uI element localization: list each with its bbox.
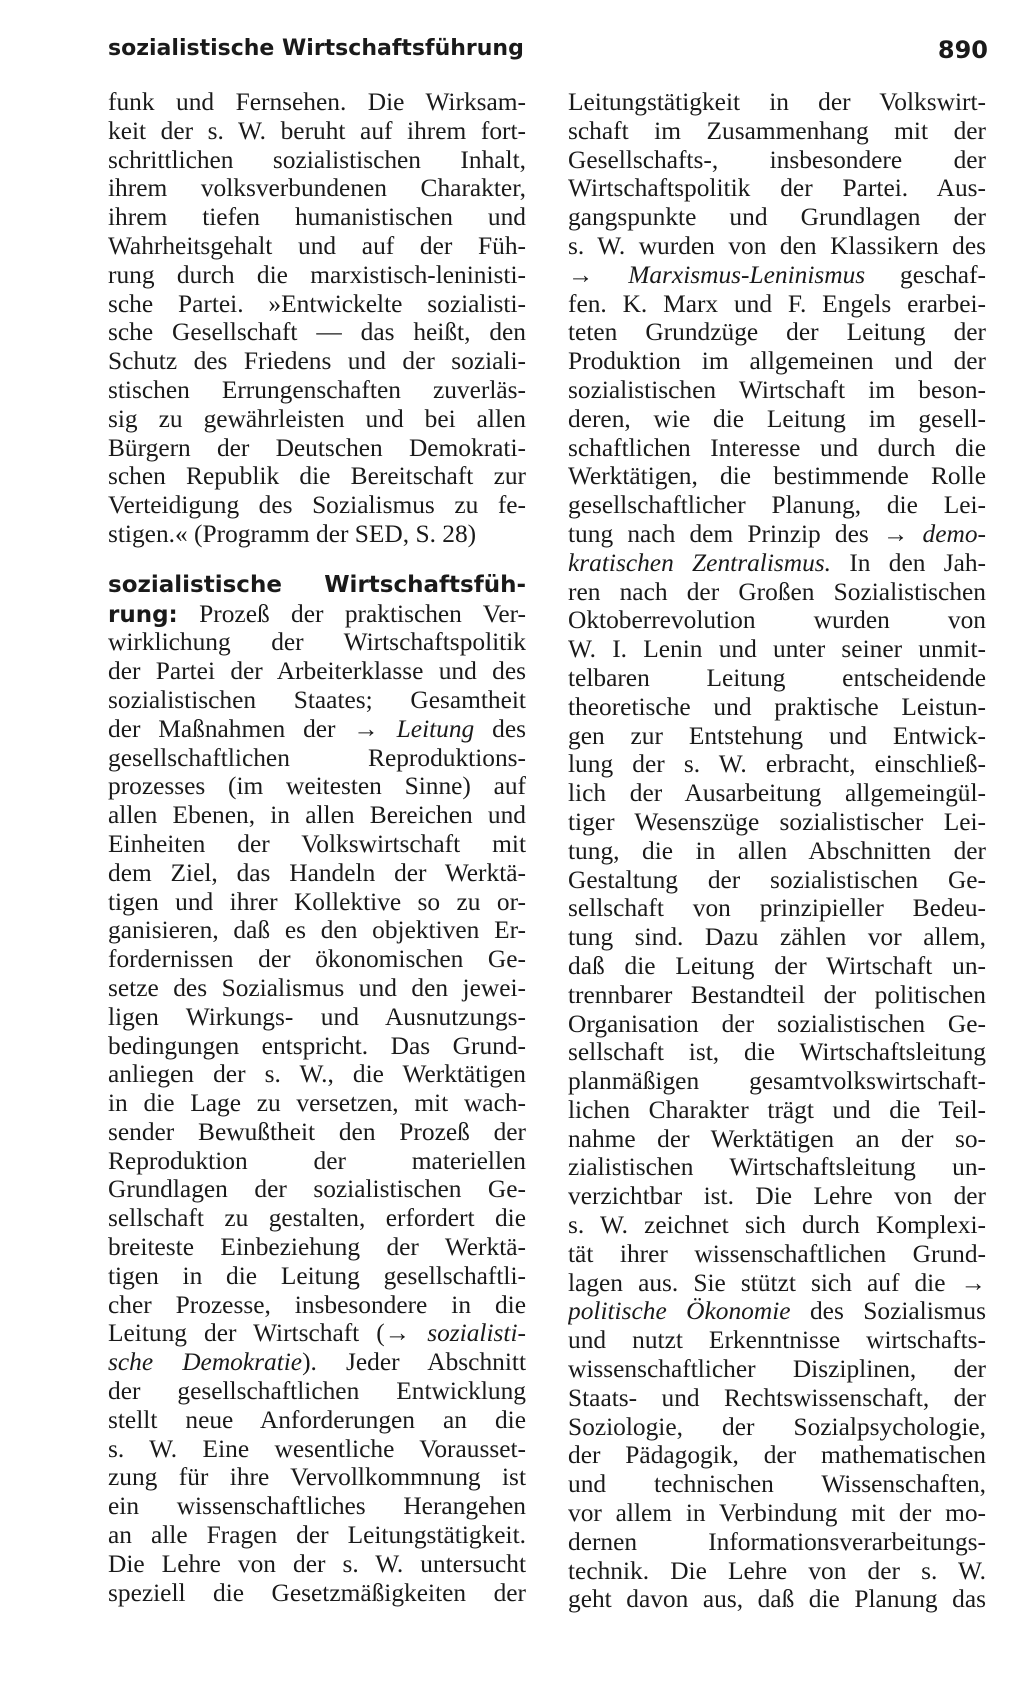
text-segment: des Sozialismus bbox=[790, 1297, 986, 1326]
text-line: sender Bewußtheit den Prozeß der bbox=[108, 1117, 526, 1146]
text-line: W. I. Lenin und unter seiner unmit- bbox=[568, 635, 986, 664]
text-line: ganisieren, daß es den objektiven Er- bbox=[108, 916, 526, 945]
text-line: deren, wie die Leitung im gesell- bbox=[568, 404, 986, 433]
text-line: ligen Wirkungs- und Ausnutzungs- bbox=[108, 1002, 526, 1031]
text-line: vor allem in Verbindung mit der mo- bbox=[568, 1499, 986, 1528]
text-line: teten Grundzüge der Leitung der bbox=[568, 318, 986, 347]
text-line: der gesellschaftlichen Entwicklung bbox=[108, 1377, 526, 1406]
entry-headword-end: rung: bbox=[108, 601, 178, 628]
text-line bbox=[108, 1319, 526, 1348]
text-line: cher Prozesse, insbesondere in die bbox=[108, 1290, 526, 1319]
text-line: gesellschaftlicher Planung, die Lei- bbox=[568, 491, 986, 520]
text-line: ein wissenschaftliches Herangehen bbox=[108, 1492, 526, 1521]
text-line: dem Ziel, das Handeln der Werktä- bbox=[108, 858, 526, 887]
text-line: Staats- und Rechtswissenschaft, der bbox=[568, 1383, 986, 1412]
text-line: tiger Wesenszüge sozialistischer Lei- bbox=[568, 807, 986, 836]
text-line bbox=[568, 1269, 986, 1298]
text-line: der Partei der Arbeiterklasse und des bbox=[108, 657, 526, 686]
text-line: ihrem volksverbundenen Charakter, bbox=[108, 174, 526, 203]
text-line: wissenschaftlicher Disziplinen, der bbox=[568, 1355, 986, 1384]
text-line: Wahrheitsgehalt und auf der Füh- bbox=[108, 231, 526, 260]
text-line: tung sind. Dazu zählen vor allem, bbox=[568, 923, 986, 952]
text-line: Organisation der sozialistischen Ge- bbox=[568, 1009, 986, 1038]
text-line: sozialistischen Wirtschaft im beson- bbox=[568, 375, 986, 404]
text-line: s. W. Eine wesentliche Vorausset- bbox=[108, 1434, 526, 1463]
text-line: technik. Die Lehre von der s. W. bbox=[568, 1556, 986, 1585]
text-line: zialistischen Wirtschaftsleitung un- bbox=[568, 1153, 986, 1182]
text-line: sozialistischen Staates; Gesamtheit bbox=[108, 685, 526, 714]
text-line: sellschaft von prinzipieller Bedeu- bbox=[568, 894, 986, 923]
running-head bbox=[108, 36, 988, 70]
text-line: schen Republik die Bereitschaft zur bbox=[108, 462, 526, 491]
cross-ref-demokratie[interactable]: sozialisti- bbox=[427, 1319, 526, 1348]
text-line: sche Gesellschaft — das heißt, den bbox=[108, 318, 526, 347]
cross-ref-leitung[interactable]: Leitung bbox=[396, 714, 475, 743]
text-segment: ). Jeder Abschnitt bbox=[302, 1348, 526, 1377]
text-line: lich der Ausarbeitung allgemeingül- bbox=[568, 779, 986, 808]
text-line: ihrem tiefen humanistischen und bbox=[108, 203, 526, 232]
text-line: sig zu gewährleisten und bei allen bbox=[108, 404, 526, 433]
text-line: stigen.« (Programm der SED, S. 28) bbox=[108, 519, 477, 548]
text-line: in die Lage zu versetzen, mit wach- bbox=[108, 1089, 526, 1118]
text-line: tät ihrer wissenschaftlichen Grund- bbox=[568, 1239, 986, 1268]
text-line: sche Partei. »Entwickelte sozialisti- bbox=[108, 289, 526, 318]
text-line: und technischen Wissenschaften, bbox=[568, 1470, 986, 1499]
cross-ref-zentralismus[interactable]: demo- bbox=[922, 519, 986, 548]
text-line: zung für ihre Vervollkommnung ist bbox=[108, 1463, 526, 1492]
text-line: fen. K. Marx und F. Engels erarbei- bbox=[568, 289, 986, 318]
cross-ref-demokratie[interactable]: sche Demokratie bbox=[108, 1348, 303, 1377]
text-line: gen zur Entstehung und Entwick- bbox=[568, 721, 986, 750]
text-line: keit der s. W. beruht auf ihrem fort- bbox=[108, 116, 526, 145]
text-segment: tung nach dem Prinzip des bbox=[568, 519, 883, 548]
text-line: Die Lehre von der s. W. untersucht bbox=[108, 1549, 526, 1578]
text-line: lung der s. W. erbracht, einschließ- bbox=[568, 750, 986, 779]
text-line: schrittlichen sozialistischen Inhalt, bbox=[108, 145, 526, 174]
text-line: funk und Fernsehen. Die Wirksam- bbox=[108, 88, 526, 116]
text-line: verzichtbar ist. Die Lehre von der bbox=[568, 1182, 986, 1211]
cross-ref-politische-oekonomie[interactable]: politische Ökonomie bbox=[568, 1297, 791, 1326]
text-line: daß die Leitung der Wirtschaft un- bbox=[568, 951, 986, 980]
text-line: Gesellschafts-, insbesondere der bbox=[568, 145, 986, 174]
running-title: sozialistische Wirtschaftsführung bbox=[108, 36, 524, 61]
entry-headword: sozialistische Wirtschaftsfüh- bbox=[108, 571, 526, 598]
text-line: s. W. zeichnet sich durch Komplexi- bbox=[568, 1211, 986, 1240]
text-line: fordernissen der ökonomischen Ge- bbox=[108, 945, 526, 974]
text-line: setze des Sozialismus und den jewei- bbox=[108, 973, 526, 1002]
text-line: wirklichung der Wirtschaftspolitik bbox=[108, 628, 526, 657]
text-line: Leitungstätigkeit in der Volkswirt- bbox=[568, 88, 986, 116]
text-line: lichen Charakter trägt und die Teil- bbox=[568, 1095, 986, 1124]
text-line: tigen und ihrer Kollektive so zu or- bbox=[108, 887, 526, 916]
text-line: gesellschaftlichen Reproduktions- bbox=[108, 743, 526, 772]
text-segment: Leitung der Wirtschaft ( bbox=[108, 1319, 385, 1348]
text-line bbox=[568, 1297, 986, 1326]
text-line: Einheiten der Volkswirtschaft mit bbox=[108, 829, 526, 858]
text-line: allen Ebenen, in allen Bereichen und bbox=[108, 801, 526, 830]
cross-ref-arrow: → bbox=[384, 1319, 411, 1348]
text-line: breiteste Einbeziehung der Werktä- bbox=[108, 1233, 526, 1262]
text-line: Gestaltung der sozialistischen Ge- bbox=[568, 865, 986, 894]
text-line: telbaren Leitung entscheidende bbox=[568, 663, 986, 692]
cross-ref-arrow: → bbox=[568, 260, 594, 289]
cross-ref-zentralismus[interactable]: kratischen Zentralismus. bbox=[568, 548, 832, 577]
text-line: Produktion im allgemeinen und der bbox=[568, 347, 986, 376]
text-line: Werktätigen, die bestimmende Rolle bbox=[568, 462, 986, 491]
text-line: stischen Errungenschaften zuverläs- bbox=[108, 375, 526, 404]
text-segment: geschaf- bbox=[865, 260, 986, 289]
text-line: sellschaft ist, die Wirtschaftsleitung bbox=[568, 1038, 986, 1067]
text-line bbox=[568, 520, 986, 549]
text-line: theoretische und praktische Leistun- bbox=[568, 692, 986, 721]
text-line: Bürgern der Deutschen Demokrati- bbox=[108, 433, 526, 462]
text-segment: In den Jah- bbox=[831, 548, 986, 577]
text-line: Reproduktion der materiellen bbox=[108, 1146, 526, 1175]
text-line: anliegen der s. W., die Werktätigen bbox=[108, 1060, 526, 1089]
text-line: Soziologie, der Sozialpsychologie, bbox=[568, 1412, 986, 1441]
text-line: schaftlichen Interesse und durch die bbox=[568, 433, 986, 462]
text-line: geht davon aus, daß die Planung das bbox=[568, 1585, 986, 1614]
text-line: gangspunkte und Grundlagen der bbox=[568, 203, 986, 232]
text-line: Schutz des Friedens und der soziali- bbox=[108, 347, 526, 376]
text-line: sellschaft zu gestalten, erfordert die bbox=[108, 1204, 526, 1233]
text-segment: Prozeß der praktischen Ver- bbox=[177, 599, 526, 628]
text-line bbox=[108, 600, 526, 629]
text-line: bedingungen entspricht. Das Grund- bbox=[108, 1031, 526, 1060]
text-line: speziell die Gesetzmäßigkeiten der bbox=[108, 1578, 526, 1607]
text-segment: des bbox=[474, 714, 526, 743]
text-line: ren nach der Großen Sozialistischen bbox=[568, 577, 986, 606]
text-line bbox=[108, 715, 526, 744]
text-line: tung, die in allen Abschnitten der bbox=[568, 836, 986, 865]
cross-ref-arrow: → bbox=[960, 1268, 986, 1297]
page-number: 890 bbox=[937, 36, 988, 64]
text-line: s. W. wurden von den Klassikern des bbox=[568, 231, 986, 260]
text-line bbox=[108, 1348, 526, 1377]
text-line: trennbarer Bestandteil der politischen bbox=[568, 980, 986, 1009]
text-line: an alle Fragen der Leitungstätigkeit. bbox=[108, 1521, 526, 1550]
text-line bbox=[568, 261, 986, 290]
text-line: planmäßigen gesamtvolkswirtschaft- bbox=[568, 1067, 986, 1096]
text-line: dernen Informationsverarbeitungs- bbox=[568, 1527, 986, 1556]
text-line: schaft im Zusammenhang mit der bbox=[568, 116, 986, 145]
text-line: nahme der Werktätigen an der so- bbox=[568, 1124, 986, 1153]
text-line: Oktoberrevolution wurden von bbox=[568, 606, 986, 635]
text-line: tigen in die Leitung gesellschaftli- bbox=[108, 1261, 526, 1290]
cross-ref-arrow: → bbox=[882, 519, 909, 548]
text-line: stellt neue Anforderungen an die bbox=[108, 1405, 526, 1434]
cross-ref-arrow: → bbox=[353, 714, 379, 743]
text-segment: der Maßnahmen der bbox=[108, 714, 354, 743]
cross-ref-marxismus[interactable]: Marxismus-Leninismus bbox=[628, 260, 866, 289]
entry-gap bbox=[108, 549, 526, 571]
text-line: der Pädagogik, der mathematischen bbox=[568, 1441, 986, 1470]
left-column bbox=[108, 88, 526, 1607]
text-line: und nutzt Erkenntnisse wirtschafts- bbox=[568, 1326, 986, 1355]
text-line: prozesses (im weitesten Sinne) auf bbox=[108, 772, 526, 801]
text-line bbox=[568, 549, 986, 578]
text-line: Grundlagen der sozialistischen Ge- bbox=[108, 1175, 526, 1204]
text-line: rung durch die marxistisch-leninisti- bbox=[108, 260, 526, 289]
text-line: Verteidigung des Sozialismus zu fe- bbox=[108, 491, 526, 520]
text-segment: lagen aus. Sie stützt sich auf die bbox=[568, 1268, 946, 1297]
text-line: Wirtschaftspolitik der Partei. Aus- bbox=[568, 174, 986, 203]
right-column bbox=[568, 88, 986, 1614]
